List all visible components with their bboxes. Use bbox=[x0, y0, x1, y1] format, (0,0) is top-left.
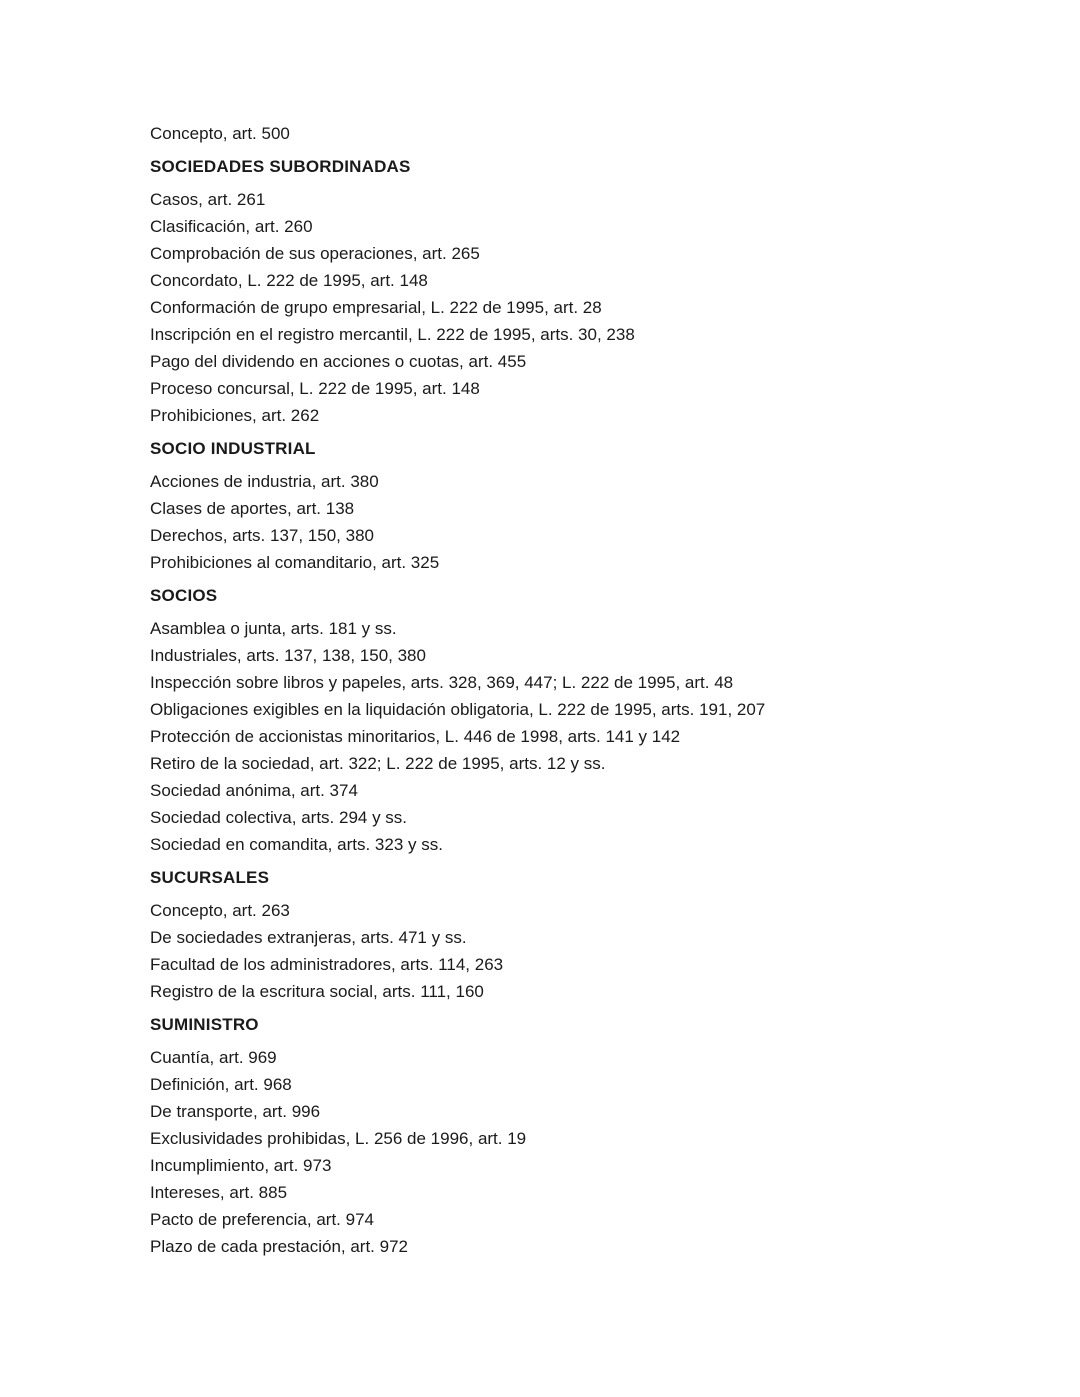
section-heading: SOCIO INDUSTRIAL bbox=[150, 439, 316, 458]
index-sections bbox=[150, 153, 1020, 1260]
section-heading: SOCIEDADES SUBORDINADAS bbox=[150, 157, 411, 176]
index-entry: De sociedades extranjeras, arts. 471 y ss. bbox=[150, 928, 467, 947]
index-entry: Obligaciones exigibles en la liquidación obligatoria, L. 222 de 1995, arts. 191, 207 bbox=[150, 700, 766, 719]
index-entry: Prohibiciones al comanditario, art. 325 bbox=[150, 553, 440, 572]
index-entry: Derechos, arts. 137, 150, 380 bbox=[150, 526, 374, 545]
index-entry: Concordato, L. 222 de 1995, art. 148 bbox=[150, 271, 428, 290]
index-entry: Protección de accionistas minoritarios, L. 446 de 1998, arts. 141 y 142 bbox=[150, 727, 681, 746]
index-entry: Pacto de preferencia, art. 974 bbox=[150, 1210, 374, 1229]
section-heading: SUMINISTRO bbox=[150, 1015, 259, 1034]
index-entry: Inscripción en el registro mercantil, L. 222 de 1995, arts. 30, 238 bbox=[150, 325, 635, 344]
index-entry: Comprobación de sus operaciones, art. 265 bbox=[150, 244, 480, 263]
index-entry: Definición, art. 968 bbox=[150, 1075, 292, 1094]
index-entry: Casos, art. 261 bbox=[150, 190, 266, 209]
index-entry: Acciones de industria, art. 380 bbox=[150, 472, 379, 491]
index-entry: Pago del dividendo en acciones o cuotas, art. 455 bbox=[150, 352, 527, 371]
index-entry: Sociedad en comandita, arts. 323 y ss. bbox=[150, 835, 443, 854]
section-heading: SUCURSALES bbox=[150, 868, 270, 887]
index-entry: Inspección sobre libros y papeles, arts. 328, 369, 447; L. 222 de 1995, art. 48 bbox=[150, 673, 734, 692]
index-entry: Registro de la escritura social, arts. 111, 160 bbox=[150, 982, 484, 1001]
index-entry: Plazo de cada prestación, art. 972 bbox=[150, 1237, 408, 1256]
index-entry: Retiro de la sociedad, art. 322; L. 222 de 1995, arts. 12 y ss. bbox=[150, 754, 606, 773]
index-entry: Concepto, art. 263 bbox=[150, 901, 290, 920]
index-entry: Cuantía, art. 969 bbox=[150, 1048, 277, 1067]
index-entry: Facultad de los administradores, arts. 114, 263 bbox=[150, 955, 504, 974]
index-entry: Proceso concursal, L. 222 de 1995, art. 148 bbox=[150, 379, 480, 398]
index-entry: Sociedad colectiva, arts. 294 y ss. bbox=[150, 808, 408, 827]
index-entry: Concepto, art. 500 bbox=[150, 124, 290, 143]
index-entry: Conformación de grupo empresarial, L. 222 de 1995, art. 28 bbox=[150, 298, 602, 317]
index-entry: Incumplimiento, art. 973 bbox=[150, 1156, 332, 1175]
index-entry: Exclusividades prohibidas, L. 256 de 1996, art. 19 bbox=[150, 1129, 527, 1148]
index-entry: Intereses, art. 885 bbox=[150, 1183, 288, 1202]
index-entry: Sociedad anónima, art. 374 bbox=[150, 781, 358, 800]
section-heading: SOCIOS bbox=[150, 586, 218, 605]
index-entry: Asamblea o junta, arts. 181 y ss. bbox=[150, 619, 397, 638]
index-entry: Prohibiciones, art. 262 bbox=[150, 406, 320, 425]
index-entry: De transporte, art. 996 bbox=[150, 1102, 321, 1121]
index-entry: Industriales, arts. 137, 138, 150, 380 bbox=[150, 646, 426, 665]
index-entry: Clasificación, art. 260 bbox=[150, 217, 313, 236]
index-entry: Clases de aportes, art. 138 bbox=[150, 499, 355, 518]
